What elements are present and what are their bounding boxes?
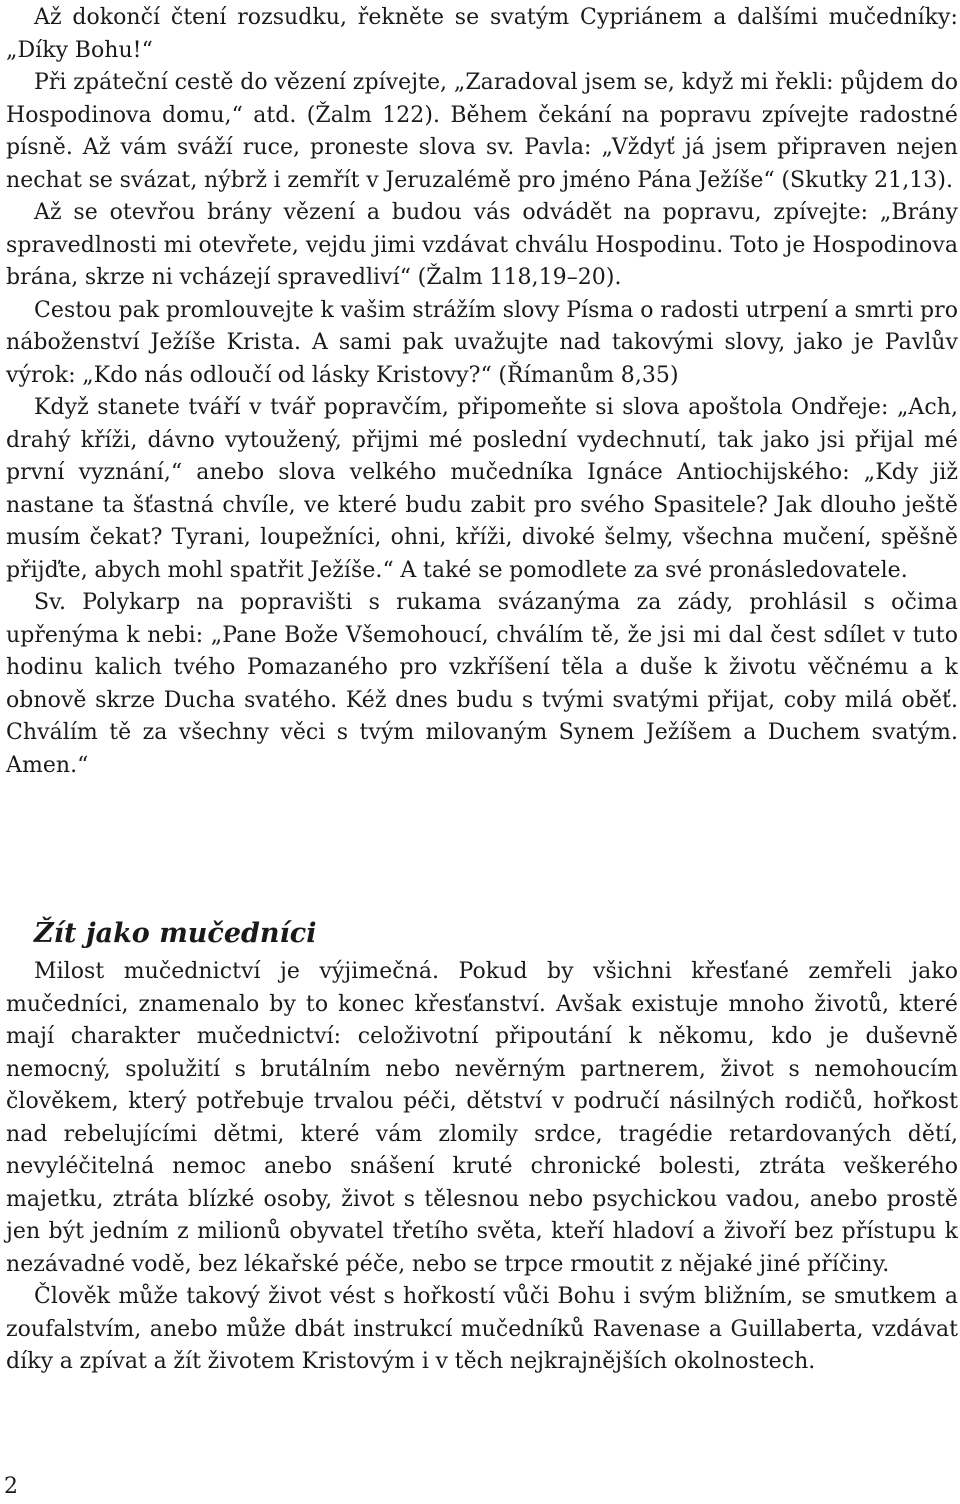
paragraph: Milost mučednictví je výjimečná. Pokud by všichni křesťané zemřeli jako mučedníci, znamenalo by to konec křesťanství. Avšak existuje mnoho životů, které mají charakter mučednictví: celoživotní připoutání k někomu, kdo je duševně nemocný, spolužití s brutálním nebo nevěrným partnerem, život s nemohoucím člověkem, který potřebuje trvalou péči, dětství v područí násilných rodičů, hořkost nad rebelujícími dětmi, které vám zlomily srdce, tragédie retardovaných dětí, nevyléčitelná nemoc anebo snášení kruté chronické bolesti, ztráta veškerého majetku, ztráta blízké osoby, život s tělesnou nebo psychickou vadou, anebo prostě jen být jedním z milionů obyvatel třetího světa, kteří hladoví a živoří bez přístupu k nezávadné vodě, bez lékařské péče, nebo se trpce rmoutit z nějaké jiné příčiny. — [6, 959, 958, 1277]
paragraph: Při zpáteční cestě do vězení zpívejte, „Zaradoval jsem se, když mi řekli: půjdem do Hospodinova domu,“ atd. (Žalm 122). Během čekání na popravu zpívejte radostné písně. Až vám sváží ruce, proneste slova sv. Pavla: „Vždyť já jsem připraven nejen nechat se svázat, nýbrž i zemřít v Jeruzalémě pro jméno Pána Ježíše“ (Skutky 21,13). — [6, 70, 958, 193]
paragraph: Až se otevřou brány vězení a budou vás odvádět na popravu, zpívejte: „Brány spravedlnosti mi otevřete, vejdu jimi vzdávat chválu Hospodinu. Toto je Hospodinova brána, skrze ni vcházejí spravedliví“ (Žalm 118,19–20). — [6, 200, 958, 290]
section-text-1 — [6, 2, 958, 782]
paragraph: Když stanete tváří v tvář popravčím, připomeňte si slova apoštola Ondřeje: „Ach, drahý kříži, dávno vytoužený, přijmi mé poslední vydechnutí, tak jako jsi přijal mé první vyznání,“ anebo slova velkého mučedníka Ignáce Antiochijského: „Kdy již nastane ta šťastná chvíle, ve které budu zabit pro svého Spasitele? Jak dlouho ještě musím čekat? Tyrani, loupežníci, ohni, kříži, divoké šelmy, všechna mučení, spěšně přijďte, abych mohl spatřit Ježíše.“ A také se pomodlete za své pronásledovatele. — [6, 395, 958, 583]
paragraph: Člověk může takový život vést s hořkostí vůči Bohu i svým bližním, se smutkem a zoufalstvím, anebo může dbát instrukcí mučedníků Ravenase a Guillaberta, vzdávat díky a zpívat a žít životem Kristovým i v těch nejkrajnějších okolnostech. — [6, 1284, 958, 1374]
page-number: 2 — [4, 1474, 18, 1499]
paragraph: Až dokončí čtení rozsudku, řekněte se svatým Cypriánem a dalšími mučedníky: „Díky Bohu!“ — [6, 5, 958, 63]
paragraph: Cestou pak promlouvejte k vašim strážím slovy Písma o radosti utrpení a smrti pro náboženství Ježíše Krista. A sami pak uvažujte nad takovými slovy, jako je Pavlův výrok: „Kdo nás odloučí od lásky Kristovy?“ (Římanům 8,35) — [6, 297, 958, 388]
section-text-2 — [6, 956, 958, 1379]
section-heading: Žít jako mučedníci — [34, 918, 317, 949]
paragraph: Sv. Polykarp na popravišti s rukama svázanýma za zády, prohlásil s očima upřenýma k nebi: „Pane Bože Všemohoucí, chválím tě, že jsi mi dal čest sdílet v tuto hodinu kalich tvého Pomazaného pro vzkříšení těla a duše k životu věčnému a k obnově skrze Ducha svatého. Kéž dnes budu s tvými svatými přijat, coby milá oběť. Chválím tě za všechny věci s tvým milovaným Synem Ježíšem a Duchem svatým. Amen.“ — [6, 590, 958, 778]
